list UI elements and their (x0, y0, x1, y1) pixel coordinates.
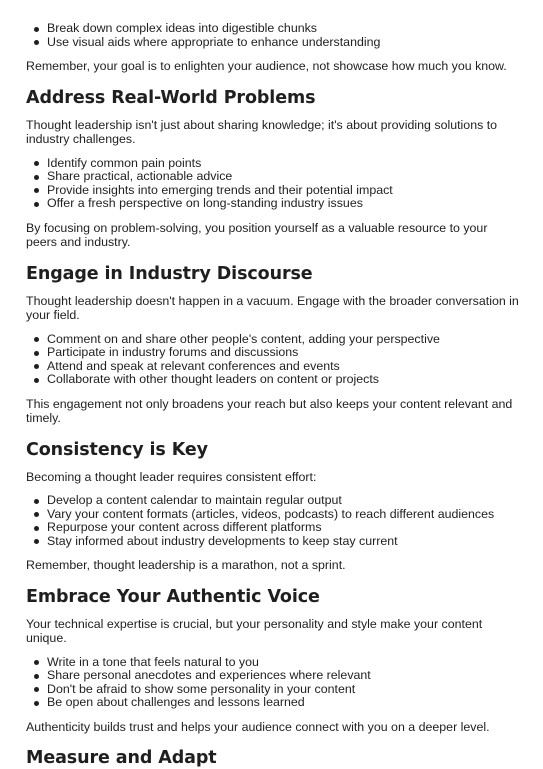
list-item: Collaborate with other thought leaders on content or projects (47, 373, 521, 387)
section-bullet-list (26, 157, 521, 211)
list-item: Share personal anecdotes and experiences where relevant (47, 669, 521, 683)
list-item: Comment on and share other people's content, adding your perspective (47, 333, 521, 347)
section-bullet-list (26, 494, 521, 548)
list-item: Be open about challenges and lessons learned (47, 696, 521, 710)
section-heading-address-real-world-problems: Address Real-World Problems (26, 87, 316, 108)
section-closing-paragraph: Authenticity builds trust and helps your audience connect with you on a deeper level. (26, 719, 490, 734)
list-item: Participate in industry forums and discussions (47, 346, 521, 360)
section-intro-paragraph: Your technical expertise is crucial, but your personality and style make your content unique. (26, 616, 483, 645)
list-item: Vary your content formats (articles, videos, podcasts) to reach different audiences (47, 508, 521, 522)
section-intro-paragraph: Thought leadership isn't just about sharing knowledge; it's about providing solutions to industry challenges. (26, 117, 498, 146)
section-intro-paragraph: Thought leadership doesn't happen in a vacuum. Engage with the broader conversation in your field. (26, 293, 519, 322)
list-item: Repurpose your content across different platforms (47, 521, 521, 535)
section-bullet-list (26, 656, 521, 710)
section-closing-paragraph: By focusing on problem-solving, you position yourself as a valuable resource to your peers and industry. (26, 220, 488, 249)
section-bullet-list (26, 333, 521, 387)
list-item: Identify common pain points (47, 157, 521, 171)
section-heading-measure-and-adapt: Measure and Adapt (26, 748, 217, 768)
section-heading-consistency-is-key: Consistency is Key (26, 439, 208, 460)
list-item: Break down complex ideas into digestible chunks (47, 22, 521, 36)
section-closing-paragraph: Remember, thought leadership is a marathon, not a sprint. (26, 558, 346, 572)
list-item: Provide insights into emerging trends and their potential impact (47, 184, 521, 198)
list-item: Use visual aids where appropriate to enhance understanding (47, 36, 521, 50)
section-heading-embrace-your-authentic-voice: Embrace Your Authentic Voice (26, 586, 320, 607)
section-heading-engage-in-industry-discourse: Engage in Industry Discourse (26, 263, 313, 284)
intro-closing-paragraph: Remember, your goal is to enlighten your audience, not showcase how much you know. (26, 59, 507, 73)
list-item: Offer a fresh perspective on long-standing industry issues (47, 197, 521, 211)
list-item: Write in a tone that feels natural to you (47, 656, 521, 670)
list-item: Stay informed about industry developments to keep stay current (47, 535, 521, 549)
intro-bullet-list (26, 22, 521, 49)
document-page (26, 22, 521, 769)
list-item: Share practical, actionable advice (47, 170, 521, 184)
list-item: Don't be afraid to show some personality in your content (47, 683, 521, 697)
list-item: Attend and speak at relevant conferences and events (47, 360, 521, 374)
list-item: Develop a content calendar to maintain regular output (47, 494, 521, 508)
section-intro-paragraph: Becoming a thought leader requires consistent effort: (26, 469, 317, 484)
section-closing-paragraph: This engagement not only broadens your reach but also keeps your content relevant and timely. (26, 396, 513, 425)
